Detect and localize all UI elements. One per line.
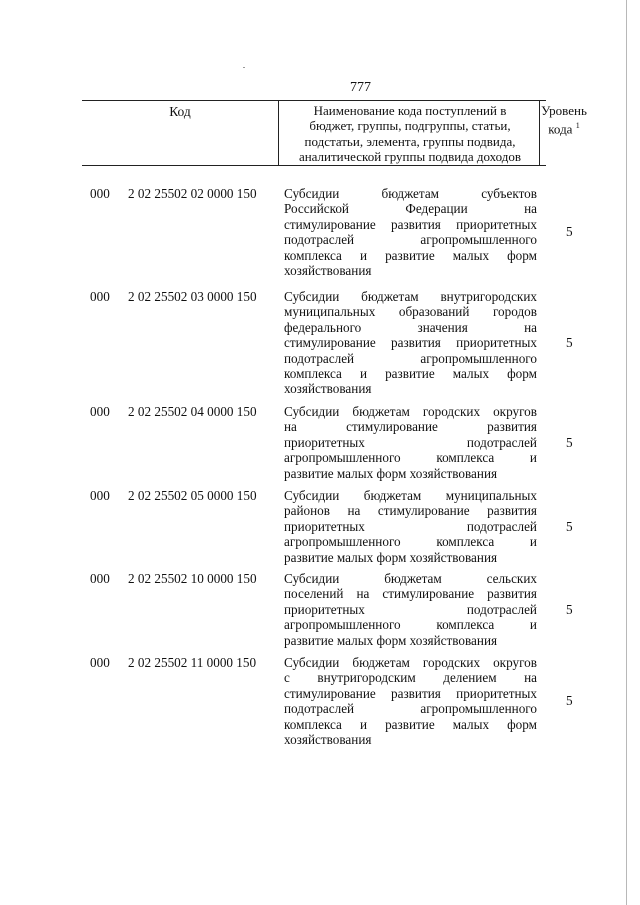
budget-level: 5 bbox=[566, 693, 573, 708]
revenue-name-line: развитие малых форм хозяйствования bbox=[284, 549, 498, 565]
admin-code: 000 bbox=[90, 488, 110, 503]
revenue-name bbox=[284, 655, 537, 747]
revenue-code: 2 02 25502 03 0000 150 bbox=[128, 289, 257, 304]
revenue-name bbox=[284, 404, 537, 481]
budget-level: 5 bbox=[566, 335, 573, 350]
revenue-name-line: Субсидии бюджетам городских округов bbox=[284, 655, 537, 670]
revenue-name-line: Субсидии бюджетам субъектов bbox=[284, 186, 537, 201]
revenue-name-line: Субсидии бюджетам внутригородских bbox=[284, 289, 537, 304]
header-code: Код bbox=[169, 104, 191, 119]
revenue-name bbox=[284, 289, 537, 397]
revenue-name-line: приоритетных подотраслей bbox=[284, 434, 537, 450]
revenue-name-line: приоритетных подотраслей bbox=[284, 601, 537, 617]
revenue-name-line: на стимулирование развития bbox=[284, 419, 537, 435]
revenue-name-line: федерального значения на bbox=[284, 319, 537, 335]
revenue-name bbox=[284, 571, 537, 648]
admin-code: 000 bbox=[90, 289, 110, 304]
revenue-name-line: хозяйствования bbox=[284, 262, 372, 278]
revenue-name-line: с внутригородским делением на bbox=[284, 670, 537, 686]
header-name-line: бюджет, группы, подгруппы, статьи, bbox=[309, 118, 511, 134]
revenue-code: 2 02 25502 10 0000 150 bbox=[128, 571, 257, 586]
revenue-name bbox=[284, 186, 537, 278]
admin-code: 000 bbox=[90, 655, 110, 670]
revenue-name-line: Российской Федерации на bbox=[284, 201, 537, 217]
revenue-name-line: стимулирование развития приоритетных bbox=[284, 335, 537, 351]
revenue-name-line: хозяйствования bbox=[284, 381, 372, 397]
scan-edge-line bbox=[626, 0, 627, 905]
revenue-name-line: стимулирование развития приоритетных bbox=[284, 685, 537, 701]
revenue-name-line: агропромышленного комплекса и bbox=[284, 450, 537, 466]
admin-code: 000 bbox=[90, 571, 110, 586]
revenue-name-line: Субсидии бюджетам сельских bbox=[284, 571, 537, 586]
revenue-name-line: комплекса и развитие малых форм bbox=[284, 716, 537, 732]
header-divider bbox=[278, 101, 279, 165]
header-name-line: аналитической группы подвида доходов bbox=[298, 149, 522, 165]
revenue-name-line: развитие малых форм хозяйствования bbox=[284, 465, 498, 481]
header-level bbox=[540, 103, 588, 137]
revenue-name bbox=[284, 488, 537, 565]
revenue-name-line: Субсидии бюджетам муниципальных bbox=[284, 488, 537, 503]
header-level-line: Уровень bbox=[541, 103, 587, 118]
revenue-name-line: развитие малых форм хозяйствования bbox=[284, 632, 498, 648]
header-name bbox=[281, 103, 539, 165]
revenue-code: 2 02 25502 05 0000 150 bbox=[128, 488, 257, 503]
revenue-name-line: поселений на стимулирование развития bbox=[284, 586, 537, 602]
revenue-code: 2 02 25502 02 0000 150 bbox=[128, 186, 257, 201]
revenue-name-line: хозяйствования bbox=[284, 731, 372, 747]
page-number: 777 bbox=[350, 80, 371, 95]
footnote-mark: 1 bbox=[575, 121, 580, 131]
table-header bbox=[82, 100, 587, 166]
revenue-name-line: Субсидии бюджетам городских округов bbox=[284, 404, 537, 419]
revenue-name-line: подотраслей агропромышленного bbox=[284, 232, 537, 248]
header-name-line: Наименование кода поступлений в bbox=[313, 103, 507, 118]
budget-level: 5 bbox=[566, 435, 573, 450]
revenue-name-line: агропромышленного комплекса и bbox=[284, 617, 537, 633]
revenue-name-line: подотраслей агропромышленного bbox=[284, 701, 537, 717]
revenue-name-line: подотраслей агропромышленного bbox=[284, 350, 537, 366]
header-level-line bbox=[540, 118, 588, 137]
revenue-name-line: муниципальных образований городов bbox=[284, 304, 537, 320]
revenue-code: 2 02 25502 04 0000 150 bbox=[128, 404, 257, 419]
admin-code: 000 bbox=[90, 186, 110, 201]
revenue-code: 2 02 25502 11 0000 150 bbox=[128, 655, 257, 670]
revenue-name-line: агропромышленного комплекса и bbox=[284, 534, 537, 550]
admin-code: 000 bbox=[90, 404, 110, 419]
header-name-line: подстатьи, элемента, группы подвида, bbox=[304, 133, 516, 149]
scan-speck bbox=[243, 67, 245, 68]
revenue-name-line: приоритетных подотраслей bbox=[284, 518, 537, 534]
budget-level: 5 bbox=[566, 519, 573, 534]
budget-level: 5 bbox=[566, 602, 573, 617]
revenue-name-line: комплекса и развитие малых форм bbox=[284, 247, 537, 263]
header-level-word: кода bbox=[548, 121, 573, 137]
revenue-name-line: комплекса и развитие малых форм bbox=[284, 365, 537, 381]
revenue-name-line: районов на стимулирование развития bbox=[284, 503, 537, 519]
budget-level: 5 bbox=[566, 224, 573, 239]
revenue-name-line: стимулирование развития приоритетных bbox=[284, 216, 537, 232]
